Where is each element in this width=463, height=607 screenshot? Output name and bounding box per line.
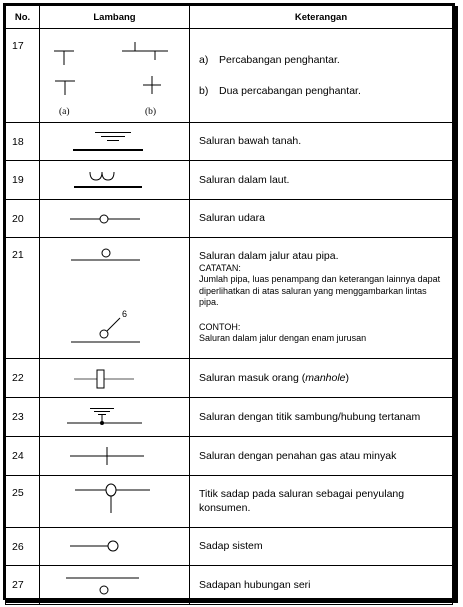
label-a: (a) — [59, 107, 70, 117]
table-row — [6, 161, 453, 200]
symbol-cell — [40, 200, 190, 238]
description-text: Saluran masuk orang ( — [199, 371, 306, 384]
header-symbol: Lambang — [40, 6, 190, 29]
example-title: CONTOH: — [199, 322, 241, 333]
series-tap-symbol — [40, 566, 190, 604]
underground-symbol — [40, 123, 190, 160]
table-row — [6, 437, 453, 476]
header-no: No. — [6, 6, 40, 29]
description-cell — [190, 238, 453, 359]
description-cell: Sadap sistem — [190, 528, 453, 566]
row-number: 21 — [6, 238, 40, 359]
symbol-cell — [40, 528, 190, 566]
table-row — [6, 359, 453, 398]
manhole-symbol — [40, 359, 190, 397]
symbol-table-frame — [3, 3, 455, 600]
gas-barrier-symbol — [40, 437, 190, 475]
description-text: Saluran dalam jalur atau pipa. — [199, 250, 339, 262]
item-label: a) — [199, 53, 209, 66]
overhead-symbol — [40, 200, 190, 237]
table-row — [6, 476, 453, 528]
buried-joint-symbol — [40, 398, 190, 436]
example-text: Saluran dalam jalur dengan enam jurusan — [199, 333, 367, 344]
duct-symbols — [40, 238, 190, 358]
description-italic: manhole — [305, 371, 346, 384]
description-cell: Saluran udara — [190, 200, 453, 238]
description-cell: Titik sadap pada saluran sebagai penyulang konsumen. — [190, 476, 453, 528]
table-row — [6, 123, 453, 161]
item-text: Dua percabangan penghantar. — [219, 85, 361, 97]
row-number: 26 — [6, 528, 40, 566]
branch-symbols — [40, 29, 190, 122]
table-row — [6, 528, 453, 566]
symbol-cell — [40, 238, 190, 359]
symbol-table — [5, 5, 453, 605]
description-cell: Saluran dengan titik sambung/hubung tertanam — [190, 398, 453, 437]
description-cell — [190, 359, 453, 398]
symbol-cell — [40, 123, 190, 161]
symbol-cell — [40, 566, 190, 605]
description-cell: Saluran dengan penahan gas atau minyak — [190, 437, 453, 476]
description-text-end: ) — [345, 371, 350, 384]
row-number: 25 — [6, 476, 40, 528]
symbol-cell — [40, 437, 190, 476]
symbol-cell — [40, 29, 190, 123]
symbol-cell — [40, 476, 190, 528]
header-row — [6, 6, 453, 29]
row-number: 20 — [6, 200, 40, 238]
label-b: (b) — [145, 107, 157, 117]
row-number: 22 — [6, 359, 40, 398]
description-cell: Saluran bawah tanah. — [190, 123, 453, 161]
undersea-symbol — [40, 161, 190, 199]
duct-count-label: 6 — [122, 309, 128, 319]
table-row — [6, 238, 453, 359]
row-number: 23 — [6, 398, 40, 437]
item-label: b) — [199, 85, 209, 97]
note-title: CATATAN: — [199, 263, 241, 274]
row-number: 24 — [6, 437, 40, 476]
description-cell: Saluran dalam laut. — [190, 161, 453, 200]
header-description: Keterangan — [190, 6, 453, 29]
row-number: 27 — [6, 566, 40, 605]
symbol-cell — [40, 398, 190, 437]
row-number: 19 — [6, 161, 40, 200]
row-number: 17 — [6, 29, 40, 123]
note-text: Jumlah pipa, luas penampang dan keterangan lainnya dapat diperlihatkan di atas saluran yang menggambarkan lintas pipa. — [199, 274, 441, 307]
description-cell: Sadapan hubungan seri — [190, 566, 453, 605]
tap-point-symbol — [40, 476, 190, 527]
item-text: Percabangan penghantar. — [219, 53, 340, 66]
row-number: 18 — [6, 123, 40, 161]
system-tap-symbol — [40, 528, 190, 565]
table-row — [6, 200, 453, 238]
table-row — [6, 398, 453, 437]
table-row — [6, 566, 453, 605]
symbol-cell — [40, 161, 190, 200]
table-row — [6, 29, 453, 123]
description-cell — [190, 29, 453, 123]
symbol-cell — [40, 359, 190, 398]
